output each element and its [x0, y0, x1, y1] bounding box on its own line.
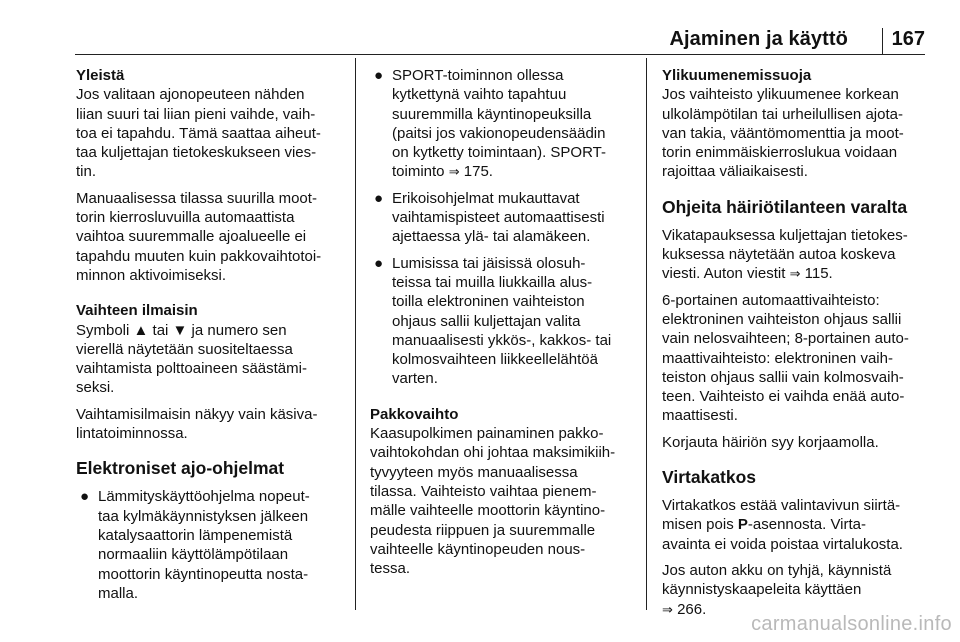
- subheading-overheat: Ylikuumenemissuoja: [662, 67, 812, 84]
- paragraph-overheat: Ylikuumenemissuoja Jos vaihteisto ylikuumenee korkean ulkolämpötilan tai urheilullisen ajota- van takia, vääntömomenttia ja moot- torin enimmäiskierroslukua voidaan rajoittaa väliaikaisesti.: [662, 66, 930, 182]
- paragraph-battery: Jos auton akku on tyhjä, käynnistä käynnistyskaapeleita käyttäen ⇒ 266.: [662, 561, 892, 618]
- page-reference-arrow-icon: ⇒: [448, 164, 460, 180]
- paragraph-gear-indicator: Vaihteen ilmaisin Symboli ▲ tai ▼ ja numero sen vierellä näytetään suositeltaessa vaihtamista polttoaineen säästämi- seksi.: [76, 301, 348, 397]
- page-reference[interactable]: 266.: [677, 600, 707, 618]
- page-reference[interactable]: 175.: [463, 163, 493, 181]
- heading-fault: Ohjeita häiriötilanteen varalta: [662, 196, 908, 217]
- bullet-icon: ●: [374, 67, 384, 84]
- paragraph-indicator-manual: Vaihtamisilmaisin näkyy vain käsiva- lintatoiminnossa.: [76, 405, 318, 443]
- subheading-gear-indicator: Vaihteen ilmaisin: [76, 302, 198, 320]
- list-item: ● Lumisissa tai jäisissä olosuh- teissa tai muilla liukkailla alus- toilla elektroninen vaihteiston ohjaus sallii kuljettajan valita manuaalisesti ykkös-, kakkos- tai kolmosvaihteen liikkeellelähtöä varten.: [374, 254, 612, 388]
- bullet-icon: ●: [374, 189, 384, 207]
- column-divider-right: [646, 58, 647, 610]
- page-header: [0, 0, 960, 56]
- column-left: [76, 66, 348, 610]
- heading-power-failure: Virtakatkos: [662, 467, 757, 488]
- paragraph-general: Yleistä Jos valitaan ajonopeuteen nähden liian suuri tai liian pieni vaihde, vaih- toa ei tapahdu. Tämä saattaa aiheut- taa kuljettajan tietokeskukseen vies- tin.: [76, 66, 348, 182]
- list-item: ● SPORT-toiminnon ollessa kytkettynä vaihto tapahtuu suuremmilla käyntinopeuksilla (paitsi jos vakionopeudensäädin on kytketty toimintaan). SPORT- toiminto ⇒ 175.: [374, 67, 606, 181]
- page-number: 167: [891, 28, 925, 50]
- page-reference-arrow-icon: ⇒: [789, 266, 801, 282]
- page-reference-arrow-icon: ⇒: [662, 601, 673, 617]
- page-reference[interactable]: 115.: [804, 265, 833, 283]
- column-divider-left: [355, 58, 356, 610]
- paragraph-manual-mode: Manuaalisessa tilassa suurilla moot- torin kierrosluvuilla automaattista vaihtoa suuremmalle ajoalueelle ei tapahdu muuten kuin pakkovaihtotoi- minnon aktivoimiseksi.: [76, 189, 322, 284]
- paragraph-kickdown: Pakkovaihto Kaasupolkimen painaminen pakko- vaihtokohdan ohi johtaa maksimikiih- tyvyyteen myös manuaalisessa tilassa. Vaihteisto vaihtaa pienem- mälle vaihteelle moottorin käyntino- peudesta riippuen ja suuremmalle vaihteelle käyntinopeuden nous- tessa.: [370, 405, 638, 579]
- watermark: carmanualsonline.info: [751, 613, 952, 635]
- bullet-icon: ●: [374, 254, 384, 272]
- list-item: ● Lämmityskäyttöohjelma nopeut- taa kylmäkäynnistyksen jälkeen katalysaattorin lämpenemistä normaaliin käyttölämpötilaan moottorin käyntinopeutta nosta- malla.: [80, 488, 310, 602]
- paragraph-gearbox-limits: 6-portainen automaattivaihteisto: elektroninen vaihteiston ohjaus sallii vain nelosvaihteen; 8-portainen auto- maattivaihteisto: elektroninen vaih- teiston ohjaus sallii vain kolmosvaih- teen. Vaihteisto ei vaihda enää auto- maattisesti.: [662, 291, 909, 425]
- header-rule: [75, 54, 925, 55]
- column-right: [662, 66, 930, 626]
- heading-electronic-programs: Elektroniset ajo-ohjelmat: [76, 458, 285, 479]
- header-separator: [882, 28, 883, 55]
- paragraph-fault: Vikatapauksessa kuljettajan tietokes- kuksessa näytetään autoa koskeva viesti. Auton viestit ⇒ 115.: [662, 226, 908, 283]
- list-item: ● Erikoisohjelmat mukauttavat vaihtamispisteet automaattisesti ajettaessa ylä- tai alamäkeen.: [374, 189, 605, 246]
- paragraph-power-failure: Virtakatkos estää valintavivun siirtä- misen pois P-asennosta. Virta- avainta ei voida poistaa virtalukosta.: [662, 497, 903, 553]
- park-position-label: P: [737, 516, 748, 534]
- subheading-kickdown: Pakkovaihto: [370, 405, 459, 423]
- column-middle: [370, 66, 638, 585]
- running-header-title: Ajaminen ja käyttö: [669, 28, 848, 50]
- paragraph-repair: Korjauta häiriön syy korjaamolla.: [662, 433, 879, 451]
- bullet-icon: ●: [80, 488, 90, 506]
- subheading-general: Yleistä: [76, 67, 125, 84]
